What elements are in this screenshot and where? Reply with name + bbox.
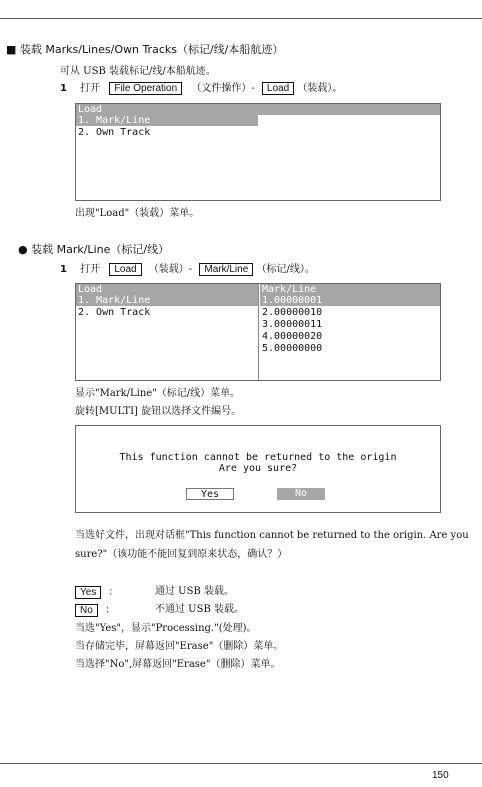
screen-titlebar: Load	[76, 104, 440, 115]
yes-key[interactable]: Yes	[75, 586, 101, 599]
menu-item-own-track[interactable]: 2. Own Track	[78, 307, 151, 318]
option-no	[75, 604, 244, 617]
section-title: 装载 Marks/Lines/Own Tracks（标记/线/本船航迹）	[19, 43, 284, 56]
dialog-message-1: This function cannot be returned to the origin	[119, 452, 397, 463]
colon: ：	[108, 587, 119, 598]
right-titlebar: Mark/Line	[260, 284, 440, 295]
result-text: 出现"Load"（装载）菜单。	[75, 208, 200, 219]
file-item[interactable]: 4.00000020	[262, 331, 323, 342]
section-heading-1	[6, 44, 283, 56]
option-yes-desc: 通过 USB 装载。	[155, 586, 234, 597]
menu-item-mark-line[interactable]: 1. Mark/Line	[76, 295, 258, 306]
option-yes	[75, 586, 234, 599]
load-cn: （装载）-	[148, 264, 193, 275]
page-number: 150	[432, 770, 449, 781]
header-rule	[0, 18, 482, 19]
file-item[interactable]: 1.00000001	[260, 295, 440, 306]
step-number: 1	[60, 83, 67, 94]
step-1	[60, 263, 315, 276]
column-divider	[258, 284, 259, 380]
result-text-1: 显示"Mark/Line"（标记/线）菜单。	[75, 388, 241, 399]
footer-rule	[0, 763, 482, 764]
step-text: 打开	[80, 264, 101, 275]
result-text-2: 旋转[MULTI] 旋钮以选择文件编号。	[75, 406, 242, 417]
note-2: 当存储完毕，屏幕返回"Erase"（删除）菜单。	[75, 641, 284, 652]
section-title: 装载 Mark/Line（标记/线）	[31, 243, 170, 256]
dialog-yes-button[interactable]: Yes	[186, 488, 234, 500]
left-titlebar: Load	[76, 284, 258, 295]
file-item[interactable]: 2.00000010	[262, 307, 323, 318]
menu-item-own-track[interactable]: 2. Own Track	[78, 127, 151, 138]
step-number: 1	[60, 264, 67, 275]
file-item[interactable]: 5.00000000	[262, 343, 323, 354]
dialog-note-1: 当选好文件，出现对话框"This function cannot be returned to the origin. Are you	[75, 530, 469, 541]
section-heading-2	[18, 244, 169, 256]
note-1: 当选"Yes"，显示"Processing."(处理)。	[75, 623, 257, 634]
mark-line-menu-screen	[75, 283, 441, 381]
square-bullet-icon: ■	[6, 43, 17, 56]
dialog-message-2: Are you sure?	[218, 463, 298, 474]
circle-bullet-icon: ●	[18, 243, 28, 256]
mark-line-cn: （标记/线）。	[256, 264, 315, 275]
load-menu-screen	[75, 103, 441, 201]
file-item[interactable]: 3.00000011	[262, 319, 323, 330]
mark-line-key[interactable]: Mark/Line	[199, 263, 253, 276]
section-description: 可从 USB 装载标记/线/本船航迹。	[60, 66, 216, 77]
step-1	[60, 82, 342, 95]
load-key[interactable]: Load	[109, 263, 141, 276]
file-operation-cn: （文件操作）-	[191, 83, 255, 94]
option-no-desc: 不通过 USB 装载。	[155, 604, 244, 615]
colon: ：	[104, 605, 115, 616]
dialog-note-2: sure?"（该功能不能回复到原来状态，确认？）	[75, 549, 288, 560]
step-text: 打开	[80, 83, 101, 94]
no-key[interactable]: No	[75, 604, 98, 617]
dialog-no-button[interactable]: No	[277, 488, 325, 500]
load-key[interactable]: Load	[262, 82, 294, 95]
file-operation-key[interactable]: File Operation	[109, 82, 182, 95]
menu-item-mark-line[interactable]: 1. Mark/Line	[76, 115, 258, 126]
note-3: 当选择"No",屏幕返回"Erase"（删除）菜单。	[75, 659, 281, 670]
load-cn: （装载）。	[297, 83, 343, 94]
confirm-dialog	[75, 425, 441, 513]
